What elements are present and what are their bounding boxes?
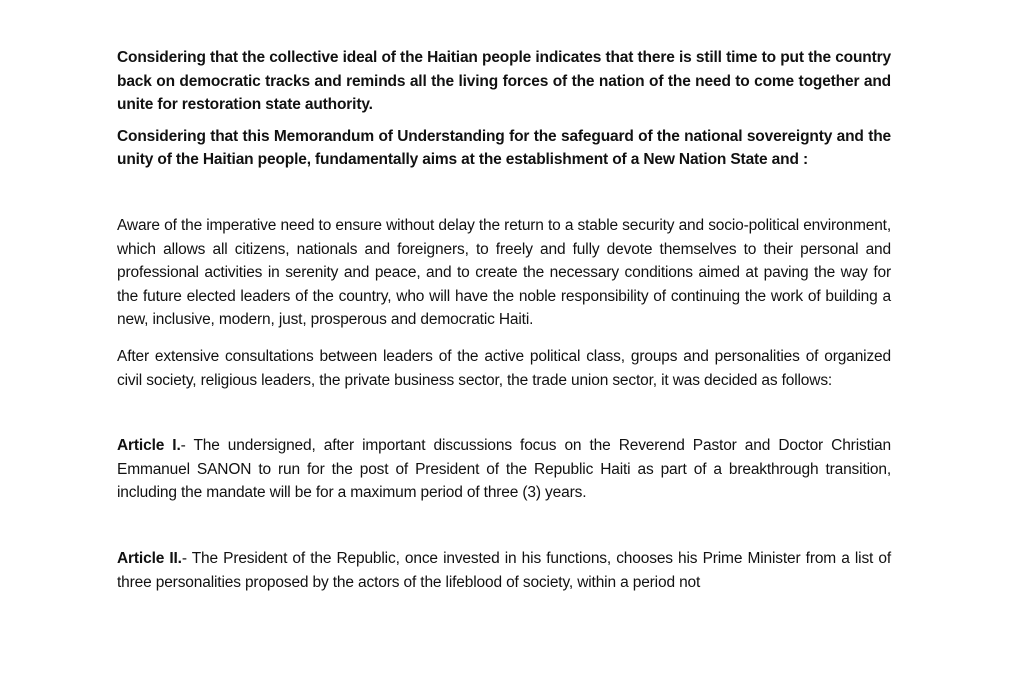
document-page (117, 46, 891, 594)
article-2-label: Article II. (117, 549, 182, 567)
article-1-text: - The undersigned, after important discussions focus on the Reverend Pastor and Doctor Christian Emmanuel SANON to run for the post of President of the Republic Haiti as part of a breakthrough transition, including the mandate will be for a maximum period of three (3) years. (117, 437, 891, 502)
considering-paragraph-1: Considering that the collective ideal of the Haitian people indicates that there is still time to put the country back on democratic tracks and reminds all the living forces of the nation of the need to come together and unite for restoration state authority. (117, 49, 891, 114)
consultations-paragraph: After extensive consultations between leaders of the active political class, groups and personalities of organized civil society, religious leaders, the private business sector, the trade union sector, it was decided as follows: (117, 347, 891, 389)
considering-paragraph-2: Considering that this Memorandum of Understanding for the safeguard of the national sovereignty and the unity of the Haitian people, fundamentally aims at the establishment of a New Nation State and : (117, 127, 891, 169)
article-2 (117, 547, 891, 594)
aware-paragraph: Aware of the imperative need to ensure without delay the return to a stable security and socio-political environment, which allows all citizens, nationals and foreigners, to freely and fully devote themselves to their personal and professional activities in serenity and peace, and to create the necessary conditions aimed at paving the way for the future elected leaders of the country, who will have the noble responsibility of continuing the work of building a new, inclusive, modern, just, prosperous and democratic Haiti. (117, 216, 891, 329)
article-1-label: Article I. (117, 437, 181, 455)
article-1 (117, 434, 891, 505)
article-2-text: - The President of the Republic, once invested in his functions, chooses his Prime Minister from a list of three personalities proposed by the actors of the lifeblood of society, within a period not (117, 549, 891, 591)
